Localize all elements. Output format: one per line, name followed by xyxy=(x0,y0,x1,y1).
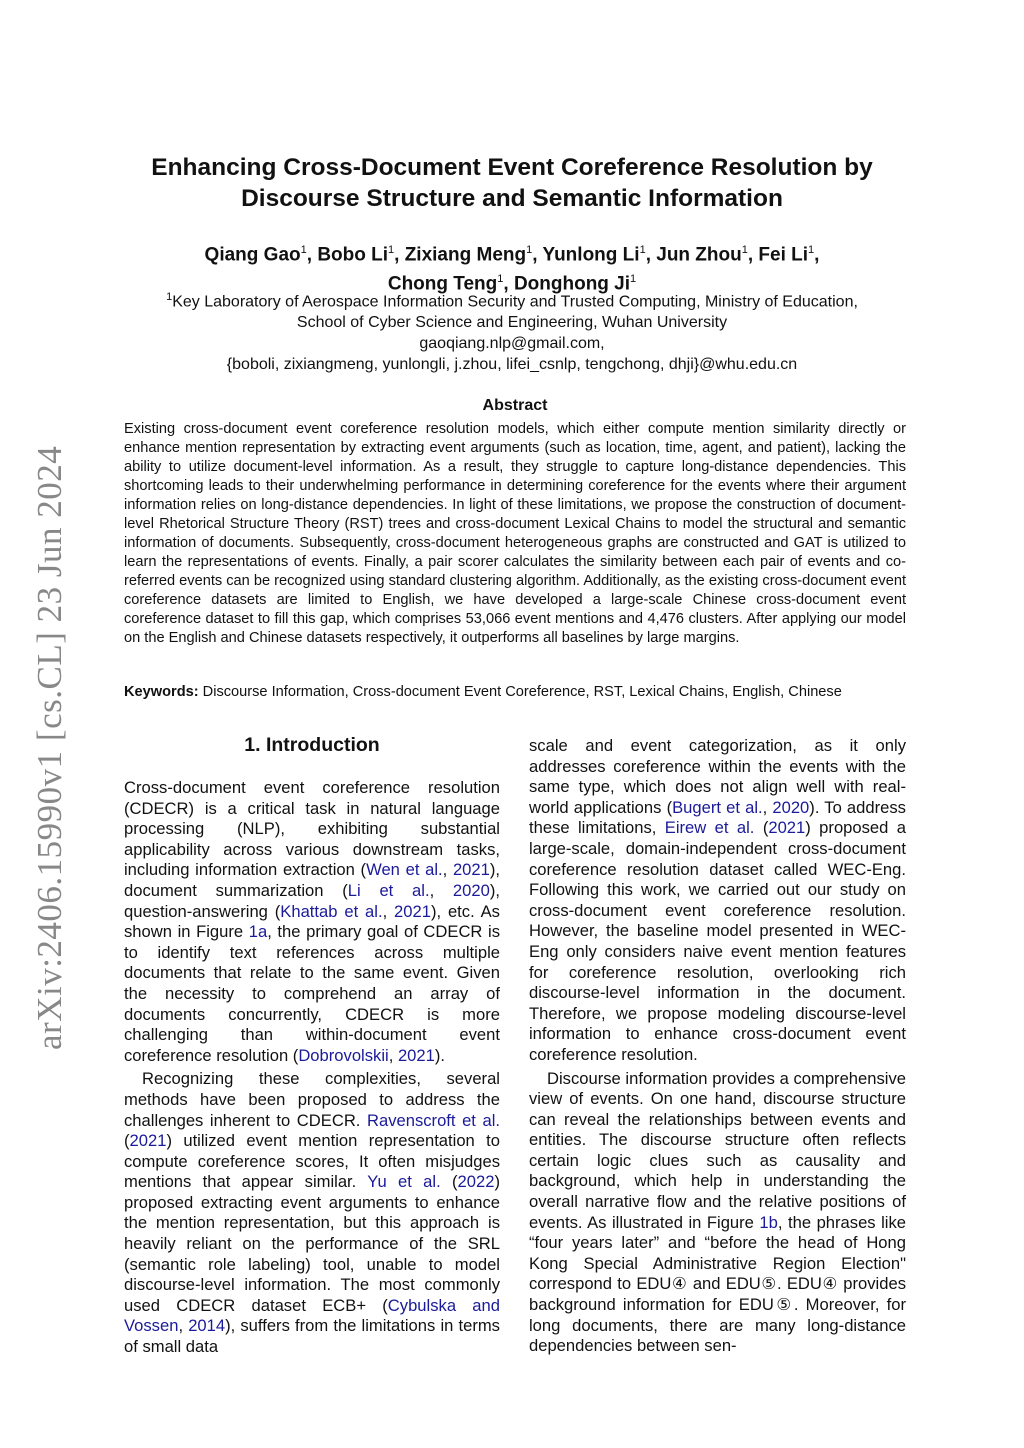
author-affiliation-marker: 1 xyxy=(388,244,395,256)
left-column xyxy=(124,734,500,1361)
citation-link[interactable]: 2020 xyxy=(772,797,810,817)
citation-link[interactable]: 2021 xyxy=(394,901,431,921)
affiliation-text: Key Laboratory of Aerospace Information Security and Trusted Computing, Ministry of Education, xyxy=(172,293,858,311)
citation-link[interactable]: 2014 xyxy=(188,1316,226,1336)
author-name: Donghong Ji xyxy=(513,273,631,295)
author-line: Chong Teng$^1$, Donghong Ji$^1$ xyxy=(387,273,637,295)
citation-link[interactable]: 2022 xyxy=(457,1172,495,1192)
citation-link[interactable]: 2021 xyxy=(768,818,806,838)
author-name: Bobo Li xyxy=(317,244,389,266)
citation-link[interactable]: Khattab et al. xyxy=(280,901,383,921)
affiliation xyxy=(100,287,924,375)
affiliation-marker: 1 xyxy=(166,291,173,303)
citation-link[interactable]: Bugert et al. xyxy=(672,797,763,817)
email: {boboli, zixiangmeng, yunlongli, j.zhou, lifei_csnlp, tengchong, dhji}@whu.edu.cn xyxy=(226,356,798,374)
body-paragraph: scale and event categorization, as it only addresses coreference within the events with the same type, which does not align well with real-world applications (Bugert et al., 2020). To address these limitations, Eirew et al. (2021) proposed a large-scale, domain-independent cross-document coreference resolution dataset called WEC-Eng. Following this work, we carried out our study on cross-document event coreference resolution. However, the baseline model presented in WEC-Eng only considers naive event mention features for coreference resolution, overlooking rich discourse-level information in the document. Therefore, we propose modeling discourse-level information to enhance cross-document event coreference resolution. xyxy=(529,736,907,1064)
title-line: Enhancing Cross-Document Event Coreference Resolution by xyxy=(151,154,873,181)
citation-link[interactable]: Wen et al. xyxy=(366,860,443,880)
affiliation-line: School of Cyber Science and Engineering, Wuhan University xyxy=(296,314,728,332)
citation-link[interactable]: 1a xyxy=(248,922,268,942)
body-paragraph: Recognizing these complexities, several methods have been proposed to address the challenges inherent to CDECR. Ravenscroft et al. (2021) utilized event mention representation to compute coreference scores, It often misjudges mentions that appear similar. Yu et al. (2022) proposed extracting event arguments to enhance the mention representation, but this approach is heavily reliant on the performance of the SRL (semantic role labeling) tool, unable to model discourse-level information. The most commonly used CDECR dataset ECB+ (Cybulska and Vossen, 2014), suffers from the limitations in terms of small data xyxy=(124,1069,500,1357)
citation-link[interactable]: 2021 xyxy=(452,860,490,880)
right-column xyxy=(529,736,906,1360)
author-line: Qiang Gao$^1$, Bobo Li$^1$, Zixiang Meng$^1$, Yunlong Li$^1$, Jun Zhou$^1$, Fei Li$^1$, xyxy=(204,244,820,266)
abstract-heading: Abstract xyxy=(482,397,548,414)
author-name: Fei Li xyxy=(758,244,809,266)
keywords-text: Discourse Information, Cross-document Event Coreference, RST, Lexical Chains, English, Chinese xyxy=(202,684,842,700)
author-affiliation-marker: 1 xyxy=(526,244,533,256)
body-paragraph: Cross-document event coreference resolution (CDECR) is a critical task in natural language processing (NLP), exhibiting substantial applicability across various downstream tasks, including information extraction (Wen et al., 2021), document summarization (Li et al., 2020), question-answering (Khattab et al., 2021), etc. As shown in Figure 1a, the primary goal of CDECR is to identify text references across multiple documents that relate to the same event. Given the necessity to comprehend an array of documents concurrently, CDECR is more challenging than within-document event coreference resolution (Dobrovolskii, 2021). xyxy=(124,778,501,1065)
citation-link[interactable]: Ravenscroft et al. xyxy=(366,1110,500,1130)
author-name: Jun Zhou xyxy=(656,244,742,266)
abstract-text: Existing cross-document event coreference resolution models, which either compute mention similarity directly or enhance mention representation by extracting event arguments (such as location, time, agent, and patient), lacking the ability to utilize document-level information. As a result, they struggle to capture long-distance dependencies. This shortcoming leads to their underwhelming performance in determining coreference for the events where their argument information relies on long-distance dependencies. In light of these limitations, we propose the construction of document-level Rhetorical Structure Theory (RST) trees and cross-document Lexical Chains to model the structural and semantic information of documents. Subsequently, cross-document heterogeneous graphs are constructed and GAT is utilized to learn the representations of events. Finally, a pair scorer calculates the similarity between each pair of events and co-referred events can be recognized using standard clustering algorithm. Additionally, as the existing cross-document event coreference datasets are limited to English, we have developed a large-scale Chinese cross-document event coreference dataset to fill this gap, which comprises 53,066 event mentions and 4,476 clusters. After applying our model on the English and Chinese datasets respectively, it outperforms all baselines by large margins. xyxy=(124,421,906,646)
citation-link[interactable]: 2020 xyxy=(452,880,490,900)
author-name: Yunlong Li xyxy=(542,244,640,266)
author-affiliation-marker: 1 xyxy=(639,244,646,256)
citation-link[interactable]: Eirew et al. xyxy=(664,818,755,838)
title-line: Discourse Structure and Semantic Information xyxy=(241,185,783,212)
arxiv-stamp: arXiv:2406.15990v1 [cs.CL] 23 Jun 2024 xyxy=(30,445,69,1050)
paper-title xyxy=(100,152,924,214)
author-affiliation-marker: 1 xyxy=(808,244,815,256)
citation-link[interactable]: 2021 xyxy=(397,1045,435,1065)
author-affiliation-marker: 1 xyxy=(741,244,748,256)
author-affiliation-marker: 1 xyxy=(630,273,637,286)
affiliation-line xyxy=(100,287,924,312)
citation-link[interactable]: Li et al. xyxy=(347,880,430,900)
citation-link[interactable]: Dobrovolskii xyxy=(298,1045,389,1065)
author-name: Zixiang Meng xyxy=(404,244,527,266)
citation-link[interactable]: Cybulska and Vossen xyxy=(124,1295,500,1336)
email: gaoqiang.nlp@gmail.com, xyxy=(419,335,605,353)
author-affiliation-marker: 1 xyxy=(497,273,504,286)
citation-link[interactable]: Yu et al. xyxy=(367,1172,441,1192)
citation-link[interactable]: 1b xyxy=(759,1212,778,1232)
body-paragraph: Discourse information provides a comprehensive view of events. On one hand, discourse structure can reveal the relationships between events and entities. The discourse structure often reflects certain logic clues such as causality and background, which help in understanding the overall narrative flow and the relative positions of events. As illustrated in Figure 1b, the phrases like “four years later” and “before the head of Hong Kong Special Administrative Region Election" correspond to EDU④ and EDU⑤. EDU④ provides background information for EDU⑤. Moreover, for long documents, there are many long-distance dependencies between sen- xyxy=(529,1068,906,1356)
author-name: Chong Teng xyxy=(387,273,498,295)
author-name: Qiang Gao xyxy=(204,244,301,266)
section-heading: 1. Introduction xyxy=(244,734,380,756)
author-affiliation-marker: 1 xyxy=(300,244,307,256)
citation-link[interactable]: 2021 xyxy=(129,1131,167,1151)
keywords-label: Keywords: xyxy=(124,684,199,700)
keywords xyxy=(124,683,906,702)
